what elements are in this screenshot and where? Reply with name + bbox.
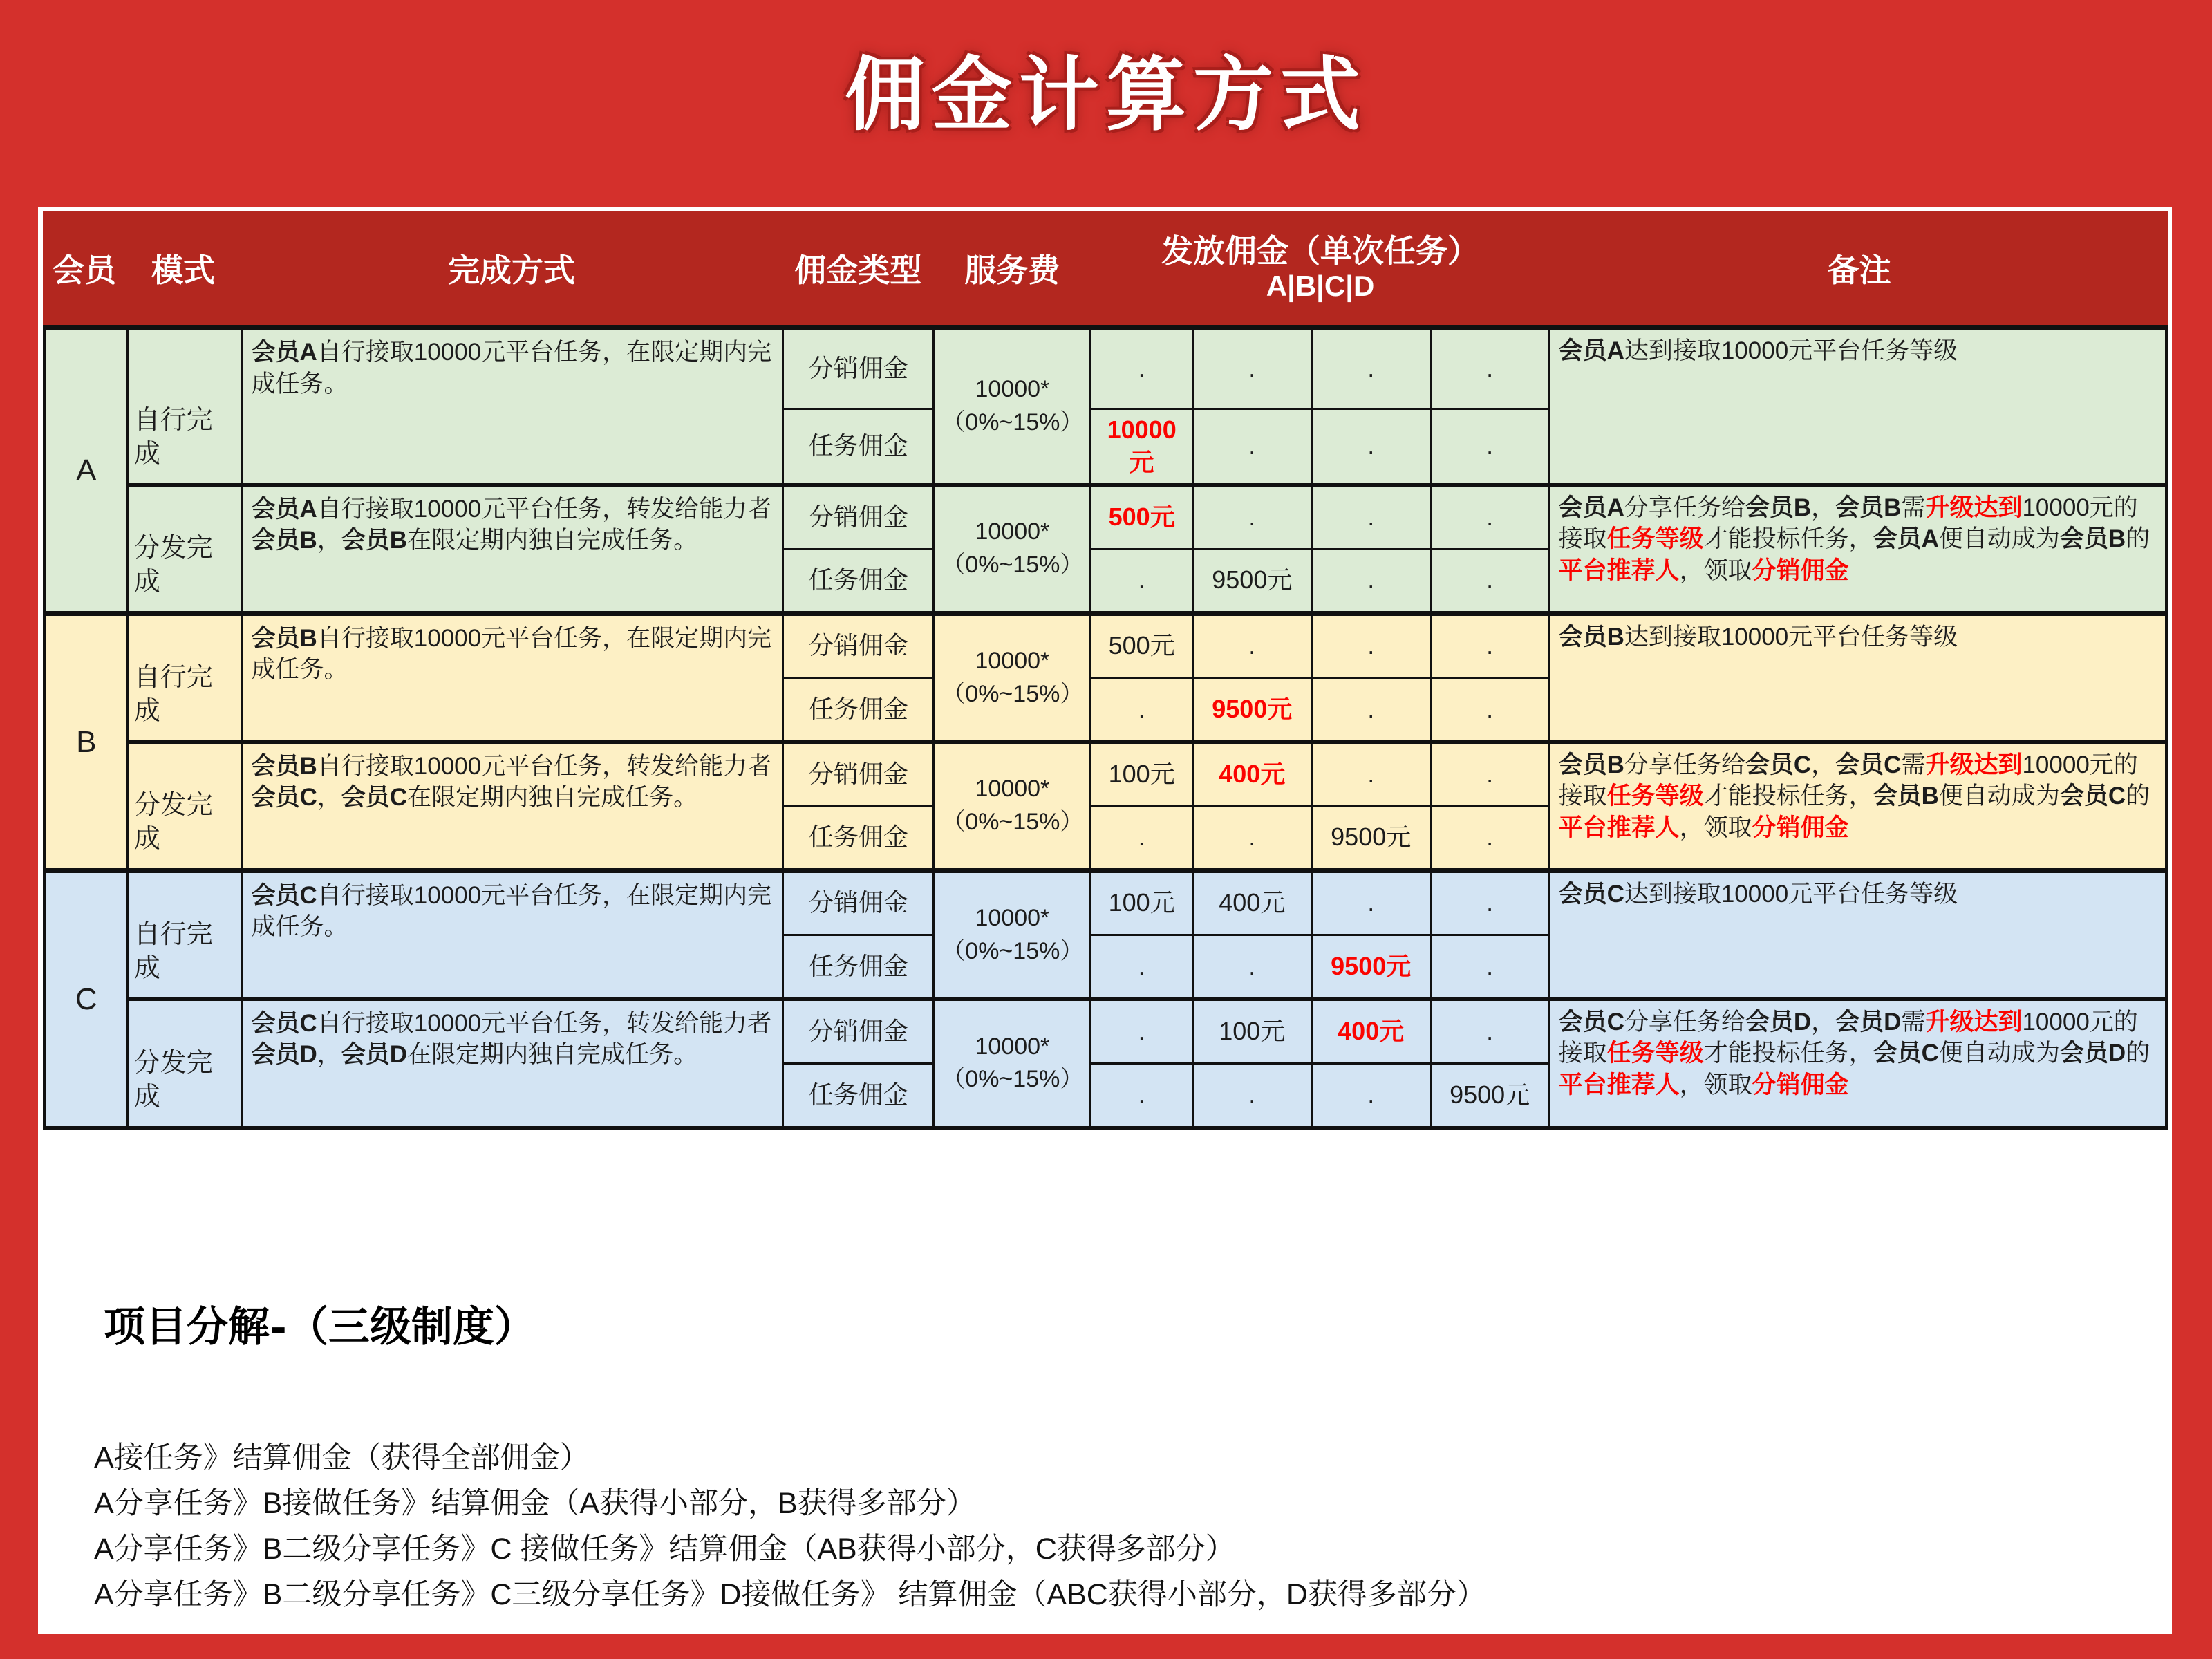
member-cell-a: A	[45, 328, 128, 614]
text-segment: 会员C	[251, 784, 317, 812]
fee-line2: （0%~15%）	[941, 808, 1084, 835]
service-fee-cell	[934, 999, 1091, 1127]
remark-cell	[1549, 613, 2166, 742]
amount-b	[1192, 999, 1311, 1063]
amount-b	[1192, 328, 1311, 409]
amount-a	[1091, 742, 1192, 806]
amount-b	[1192, 613, 1311, 677]
text-segment: .	[1248, 354, 1256, 383]
amount-a	[1091, 935, 1192, 999]
amount-d	[1430, 1063, 1549, 1127]
text-segment: .	[1486, 823, 1494, 852]
text-segment: 会员B	[1835, 494, 1902, 521]
text-segment: ，领取	[1679, 556, 1752, 584]
amount-a	[1091, 549, 1192, 613]
text-segment: 400元	[1219, 888, 1286, 917]
commission-type-cell: 任务佣金	[783, 935, 934, 999]
text-segment: .	[1367, 694, 1375, 723]
fee-line1: 10000*	[975, 905, 1050, 931]
amount-a	[1091, 806, 1192, 870]
text-segment: 会员C	[341, 784, 408, 812]
commission-type-cell: 分销佣金	[783, 870, 934, 935]
commission-type-cell: 任务佣金	[783, 1063, 934, 1127]
mode-cell: 分发完成	[127, 742, 242, 870]
text-segment: 会员B	[1558, 623, 1624, 650]
fee-line1: 10000*	[975, 648, 1050, 674]
text-segment: 9500元	[1331, 951, 1412, 980]
text-segment: .	[1138, 1016, 1145, 1045]
amount-d	[1430, 409, 1549, 485]
text-segment: 400元	[1338, 1016, 1405, 1045]
amount-a	[1091, 409, 1192, 485]
text-segment: ，	[1811, 494, 1836, 521]
remark-cell	[1549, 870, 2166, 999]
text-segment: .	[1367, 354, 1375, 383]
amount-b	[1192, 549, 1311, 613]
text-segment: .	[1486, 951, 1494, 980]
text-segment: .	[1138, 823, 1145, 852]
text-segment: 分享任务给	[1624, 751, 1745, 778]
text-segment: 会员C	[1745, 751, 1812, 778]
amount-d	[1430, 935, 1549, 999]
text-segment: 100元	[1219, 1016, 1286, 1045]
text-segment: .	[1138, 694, 1145, 723]
amount-b	[1192, 935, 1311, 999]
text-segment: .	[1138, 354, 1145, 383]
text-segment: .	[1248, 631, 1256, 660]
commission-type-cell: 任务佣金	[783, 549, 934, 613]
text-segment: 100元	[1108, 759, 1175, 788]
header-mode: 模式	[151, 252, 215, 288]
text-segment: 会员C	[1835, 751, 1902, 778]
mode-cell: 分发完成	[127, 999, 242, 1127]
text-segment: .	[1486, 354, 1494, 383]
text-segment: .	[1367, 1080, 1375, 1109]
amount-c	[1311, 677, 1430, 742]
text-segment: .	[1248, 502, 1256, 531]
text-segment: 会员D	[251, 1041, 317, 1069]
fee-line1: 10000*	[975, 776, 1050, 802]
breakdown-section	[94, 1294, 2172, 1618]
service-fee-cell	[934, 485, 1091, 613]
text-segment: 会员A	[251, 339, 317, 366]
fee-line2: （0%~15%）	[941, 409, 1084, 435]
breakdown-item: A分享任务》B二级分享任务》C 接做任务》结算佣金（AB获得小部分，C获得多部分）	[94, 1532, 1235, 1566]
text-segment: .	[1248, 951, 1256, 980]
service-fee-cell	[934, 870, 1091, 999]
text-segment: 会员B	[251, 624, 317, 652]
header-method: 完成方式	[448, 252, 576, 288]
breakdown-title: 项目分解-（三级制度）	[104, 1302, 536, 1351]
text-segment: 才能投标任务，	[1703, 525, 1873, 553]
text-segment: 100元	[1108, 888, 1175, 917]
text-segment: .	[1486, 431, 1494, 460]
text-segment: 10000元的接取	[1558, 494, 2138, 553]
text-segment: 平台推荐人	[1558, 814, 1680, 841]
text-segment: 才能投标任务，	[1703, 1040, 1873, 1067]
text-segment: 会员D	[341, 1041, 408, 1069]
text-segment: 分销佣金	[1752, 556, 1849, 584]
text-segment: 9500元	[1450, 1080, 1530, 1109]
commission-type-cell: 任务佣金	[783, 677, 934, 742]
amount-c	[1311, 806, 1430, 870]
text-segment: 升级达到	[1925, 751, 2023, 778]
text-segment: 在限定期内独自完成任务。	[407, 527, 698, 554]
text-segment: .	[1248, 431, 1256, 460]
text-segment: 自行接取10000元平台任务，转发给能力者	[317, 495, 772, 523]
text-segment: 任务等级	[1606, 525, 1704, 553]
text-segment: 达到接取10000元平台任务等级	[1624, 337, 1958, 364]
text-segment: 会员A	[251, 495, 317, 523]
text-segment: 自行接取10000元平台任务，在限定期内完成任务。	[251, 624, 772, 684]
header-payout	[1091, 211, 1550, 325]
fee-line1: 10000*	[975, 1033, 1050, 1060]
text-segment: 400元	[1219, 759, 1286, 788]
text-segment: .	[1486, 759, 1494, 788]
method-cell	[242, 328, 783, 485]
amount-b	[1192, 806, 1311, 870]
text-segment: .	[1367, 502, 1375, 531]
amount-c	[1311, 549, 1430, 613]
amount-c	[1311, 999, 1430, 1063]
header-row	[43, 211, 2168, 325]
service-fee-cell	[934, 613, 1091, 742]
text-segment: ，领取	[1679, 1071, 1752, 1098]
text-segment: 的	[2126, 1040, 2150, 1067]
table-row	[45, 613, 2167, 677]
amount-d	[1430, 677, 1549, 742]
text-segment: .	[1367, 431, 1375, 460]
amount-b	[1192, 870, 1311, 935]
commission-type-cell: 任务佣金	[783, 409, 934, 485]
commission-table-header	[43, 211, 2168, 325]
text-segment: 任务等级	[1606, 782, 1704, 810]
commission-type-cell: 分销佣金	[783, 613, 934, 677]
fee-line2: （0%~15%）	[941, 680, 1084, 707]
text-segment: 分销佣金	[1752, 1071, 1849, 1098]
table-row	[45, 328, 2167, 409]
text-segment: ，	[1811, 751, 1836, 778]
amount-d	[1430, 806, 1549, 870]
amount-a	[1091, 485, 1192, 549]
text-segment: 会员C	[1873, 1040, 1939, 1067]
text-segment: .	[1248, 1080, 1256, 1109]
text-segment: .	[1486, 1016, 1494, 1045]
table-row	[45, 999, 2167, 1063]
text-segment: .	[1367, 631, 1375, 660]
text-segment: 达到接取10000元平台任务等级	[1624, 880, 1958, 908]
text-segment: 需	[1901, 751, 1926, 778]
breakdown-item: A分享任务》B二级分享任务》C三级分享任务》D接做任务》 结算佣金（ABC获得小部分，D获得多部分）	[94, 1577, 1486, 1611]
method-cell	[242, 999, 783, 1127]
text-segment: 10000元	[1107, 415, 1177, 476]
amount-b	[1192, 409, 1311, 485]
amount-c	[1311, 409, 1430, 485]
text-segment: 会员C	[251, 1009, 317, 1037]
text-segment: 便自动成为	[1938, 1040, 2060, 1067]
text-segment: 在限定期内独自完成任务。	[407, 784, 698, 812]
text-segment: .	[1138, 951, 1145, 980]
fee-line1: 10000*	[975, 518, 1050, 545]
text-segment: .	[1486, 694, 1494, 723]
text-segment: .	[1248, 823, 1256, 852]
text-segment: 会员C	[1558, 1008, 1624, 1035]
text-segment: 在限定期内独自完成任务。	[407, 1041, 698, 1069]
amount-d	[1430, 485, 1549, 549]
text-segment: 平台推荐人	[1558, 556, 1680, 584]
text-segment: 升级达到	[1925, 1008, 2023, 1035]
text-segment: ，	[1811, 1008, 1836, 1035]
breakdown-item: A接任务》结算佣金（获得全部佣金）	[94, 1441, 590, 1474]
text-segment: 会员B	[251, 752, 317, 780]
amount-a	[1091, 870, 1192, 935]
commission-type-cell: 任务佣金	[783, 806, 934, 870]
amount-b	[1192, 1063, 1311, 1127]
text-segment: 分销佣金	[1752, 814, 1849, 841]
header-service-fee: 服务费	[964, 252, 1060, 288]
text-segment: 任务等级	[1606, 1040, 1704, 1067]
text-segment: 9500元	[1331, 823, 1412, 852]
text-segment: 会员C	[1558, 880, 1624, 908]
member-cell-b: B	[45, 613, 128, 870]
amount-a	[1091, 677, 1192, 742]
text-segment: ，领取	[1679, 814, 1752, 841]
amount-a	[1091, 1063, 1192, 1127]
table-row	[45, 870, 2167, 935]
text-segment: 会员C	[251, 881, 317, 909]
text-segment: 自行接取10000元平台任务，转发给能力者	[317, 752, 772, 780]
content-panel	[38, 207, 2172, 1634]
text-segment: 会员B	[1745, 494, 1812, 521]
text-segment: .	[1486, 502, 1494, 531]
text-segment: 会员B	[1558, 751, 1624, 778]
text-segment: 便自动成为	[1938, 525, 2060, 553]
amount-d	[1430, 870, 1549, 935]
text-segment: .	[1138, 1080, 1145, 1109]
text-segment: 自行接取10000元平台任务，转发给能力者	[317, 1009, 772, 1037]
breakdown-item: A分享任务》B接做任务》结算佣金（A获得小部分，B获得多部分）	[94, 1486, 976, 1520]
text-segment: 分享任务给	[1624, 494, 1745, 521]
text-segment: .	[1367, 565, 1375, 594]
page-title: 佣金计算方式	[845, 48, 1367, 142]
header-commission-type: 佣金类型	[794, 252, 922, 288]
mode-cell: 分发完成	[127, 485, 242, 613]
text-segment: 升级达到	[1925, 494, 2023, 521]
commission-type-cell: 分销佣金	[783, 742, 934, 806]
text-segment: 分享任务给	[1624, 1008, 1745, 1035]
table-row	[45, 485, 2167, 549]
header-payout-main: 发放佣金（单次任务）	[1161, 232, 1480, 269]
text-segment: 会员A	[1873, 525, 1939, 553]
text-segment: 10000元的接取	[1558, 751, 2138, 810]
amount-b	[1192, 742, 1311, 806]
commission-type-cell: 分销佣金	[783, 485, 934, 549]
text-segment: 会员B	[341, 527, 408, 554]
text-segment: 500元	[1108, 631, 1175, 660]
text-segment: ，	[317, 1041, 341, 1069]
fee-line2: （0%~15%）	[941, 551, 1084, 578]
text-segment: 500元	[1108, 502, 1175, 531]
text-segment: .	[1138, 565, 1145, 594]
amount-d	[1430, 999, 1549, 1063]
amount-c	[1311, 613, 1430, 677]
amount-d	[1430, 549, 1549, 613]
text-segment: 9500元	[1212, 694, 1293, 723]
text-segment: 平台推荐人	[1558, 1071, 1680, 1098]
text-segment: 会员A	[1558, 337, 1624, 364]
breakdown-list	[94, 1435, 2172, 1618]
remark-cell	[1549, 328, 2166, 485]
text-segment: ，	[317, 784, 341, 812]
text-segment: 才能投标任务，	[1703, 782, 1873, 810]
method-cell	[242, 485, 783, 613]
amount-a	[1091, 999, 1192, 1063]
header-member: 会员	[52, 252, 116, 288]
fee-line2: （0%~15%）	[941, 937, 1084, 964]
amount-b	[1192, 677, 1311, 742]
amount-c	[1311, 870, 1430, 935]
text-segment: 需	[1901, 494, 1926, 521]
amount-d	[1430, 742, 1549, 806]
commission-table-body	[43, 325, 2168, 1130]
mode-cell: 自行完成	[127, 613, 242, 742]
amount-c	[1311, 742, 1430, 806]
header-payout-sub: A|B|C|D	[1266, 269, 1375, 302]
amount-a	[1091, 613, 1192, 677]
text-segment: 需	[1901, 1008, 1926, 1035]
method-cell	[242, 613, 783, 742]
commission-table-wrap	[43, 211, 2168, 1130]
text-segment: .	[1367, 888, 1375, 917]
text-segment: .	[1486, 631, 1494, 660]
remark-cell	[1549, 742, 2166, 870]
text-segment: ，	[317, 527, 341, 554]
fee-line1: 10000*	[975, 376, 1050, 403]
text-segment: 会员D	[1745, 1008, 1812, 1035]
commission-type-cell: 分销佣金	[783, 999, 934, 1063]
text-segment: 自行接取10000元平台任务，在限定期内完成任务。	[251, 881, 772, 941]
text-segment: 会员C	[2059, 782, 2126, 810]
table-row	[45, 742, 2167, 806]
amount-b	[1192, 485, 1311, 549]
text-segment: 9500元	[1212, 565, 1293, 594]
amount-a	[1091, 328, 1192, 409]
amount-c	[1311, 485, 1430, 549]
amount-c	[1311, 328, 1430, 409]
text-segment: 会员D	[1835, 1008, 1902, 1035]
member-cell-c: C	[45, 870, 128, 1127]
commission-type-cell: 分销佣金	[783, 328, 934, 409]
amount-c	[1311, 1063, 1430, 1127]
text-segment: 会员B	[251, 527, 317, 554]
service-fee-cell	[934, 742, 1091, 870]
text-segment: 10000元的接取	[1558, 1008, 2138, 1067]
text-segment: 会员B	[2059, 525, 2126, 553]
text-segment: 会员D	[2059, 1040, 2126, 1067]
remark-cell	[1549, 999, 2166, 1127]
header-remark: 备注	[1827, 252, 1891, 288]
text-segment: 会员B	[1873, 782, 1939, 810]
text-segment: .	[1367, 759, 1375, 788]
fee-line2: （0%~15%）	[941, 1066, 1084, 1093]
text-segment: 的	[2126, 525, 2150, 553]
text-segment: 便自动成为	[1938, 782, 2060, 810]
text-segment: 自行接取10000元平台任务，在限定期内完成任务。	[251, 339, 772, 397]
text-segment: .	[1486, 565, 1494, 594]
text-segment: 的	[2126, 782, 2150, 810]
amount-c	[1311, 935, 1430, 999]
text-segment: 达到接取10000元平台任务等级	[1624, 623, 1958, 650]
text-segment: 会员A	[1558, 494, 1624, 521]
amount-d	[1430, 613, 1549, 677]
text-segment: .	[1486, 888, 1494, 917]
method-cell	[242, 742, 783, 870]
mode-cell: 自行完成	[127, 870, 242, 999]
method-cell	[242, 870, 783, 999]
mode-cell: 自行完成	[127, 328, 242, 485]
service-fee-cell	[934, 328, 1091, 485]
remark-cell	[1549, 485, 2166, 613]
amount-d	[1430, 328, 1549, 409]
